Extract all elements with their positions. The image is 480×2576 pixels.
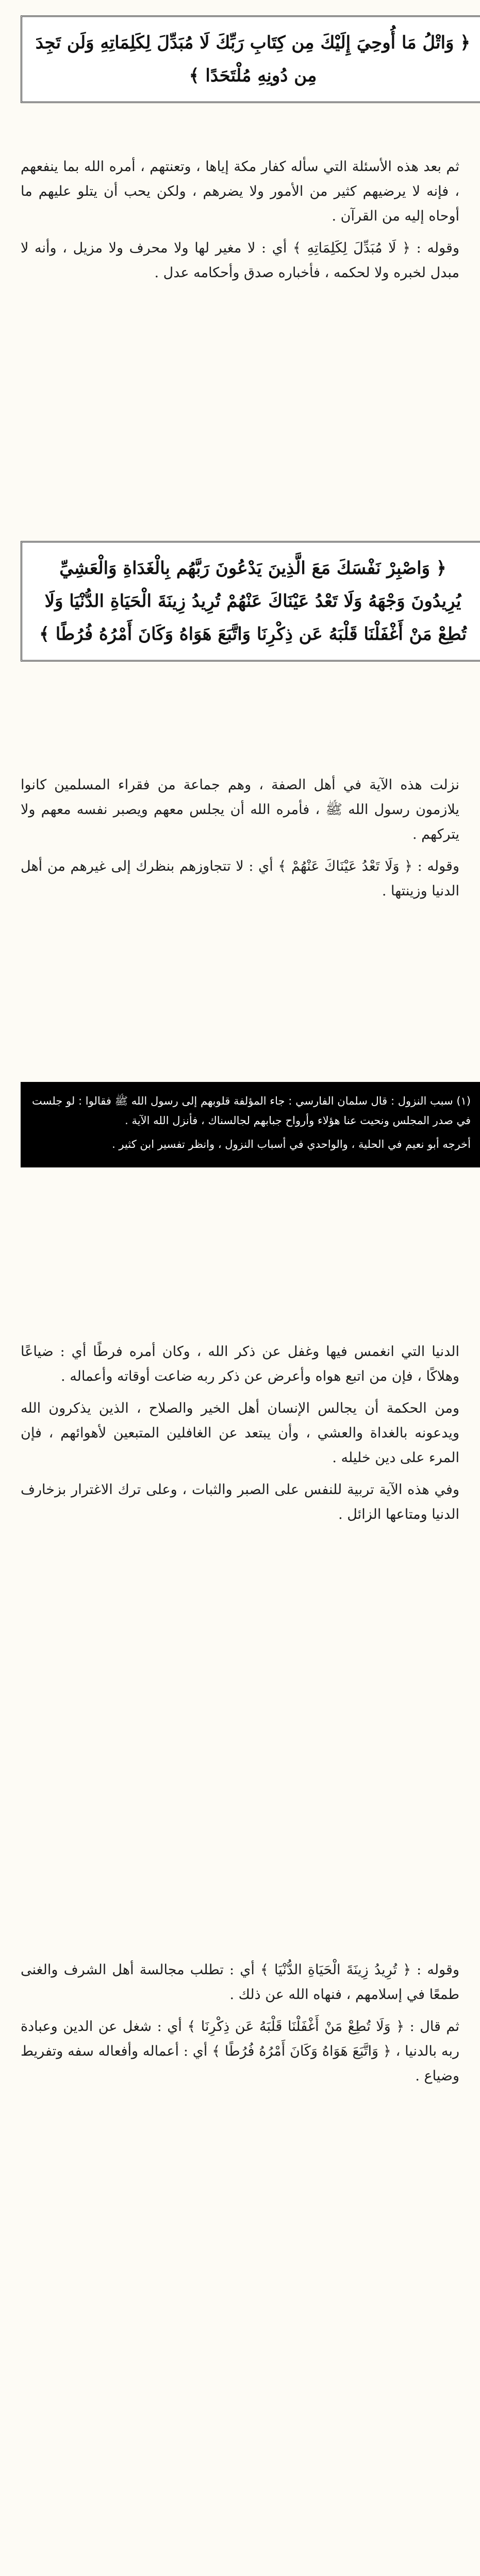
commentary-4 — [21, 1958, 459, 2096]
commentary-paragraph: ثم بعد هذه الأسئلة التي سأله كفار مكة إياها ، وتعنتهم ، أمره الله بما ينفعهم ، فإنه لا يرضيهم كثير من الأمور ولا يضرهم ، ولكن يحب أن يتلو عليهم ما أوحاه إليه من القرآن . — [21, 159, 459, 224]
commentary-1 — [21, 155, 459, 293]
commentary-paragraph: ثم قال : ﴿ وَلَا تُطِعْ مَنْ أَغْفَلْنَا قَلْبَهُ عَن ذِكْرِنَا ﴾ أي : شغل عن الدين وعبادة ربه بالدنيا ، ﴿ وَاتَّبَعَ هَوَاهُ وَكَانَ أَمْرُهُ فُرُطًا ﴾ أي : أعماله وأفعاله سفه وتفريط وضياع . — [21, 2019, 459, 2084]
commentary-paragraph: وقوله : ﴿ وَلَا تَعْدُ عَيْنَاكَ عَنْهُمْ ﴾ أي : لا تتجاوزهم بنظرك إلى غيرهم من أهل الدنيا وزينتها . — [21, 858, 459, 899]
commentary-paragraph: ومن الحكمة أن يجالس الإنسان أهل الخير والصلاح ، الذين يذكرون الله ويدعونه بالغداة والعشي ، وأن يبتعد عن الغافلين المتبعين لأهوائهم ، فإن المرء على دين خليله . — [21, 1400, 459, 1466]
commentary-2 — [21, 773, 459, 911]
verse-top — [21, 15, 480, 103]
footnote-text: أخرجه أبو نعيم في الحلية ، والواحدي في أسباب النزول ، وانظر تفسير ابن كثير . — [112, 1138, 471, 1150]
commentary-paragraph: وقوله : ﴿ لَا مُبَدِّلَ لِكَلِمَاتِهِ ﴾ أي : لا مغير لها ولا محرف ولا مزيل ، وأنه لا مبدل لخبره ولا لحكمه ، فأخباره صدق وأحكامه عدل . — [21, 240, 459, 281]
commentary-paragraph: الدنيا التي انغمس فيها وغفل عن ذكر الله ، وكان أمره فرطًا أي : ضياعًا وهلاكًا ، فإن من اتبع هواه وأعرض عن ذكر ربه ضاعت أوقاته وأعماله . — [21, 1344, 459, 1384]
footnote-text: (١) سبب النزول : قال سلمان الفارسي : جاء المؤلفة قلوبهم إلى رسول الله ﷺ فقالوا : لو جلست في صدر المجلس ونحيت عنا هؤلاء وأرواح جبابهم لجالسناك ، فأنزل الله الآية . — [32, 1095, 471, 1127]
commentary-paragraph: وفي هذه الآية تربية للنفس على الصبر والثبات ، وعلى ترك الاغترار بزخارف الدنيا ومتاعها الزائل . — [21, 1482, 459, 1522]
verse-kahf-28 — [21, 541, 480, 662]
verse-top-text: ﴿ وَاتْلُ مَا أُوحِيَ إِلَيْكَ مِن كِتَابِ رَبِّكَ لَا مُبَدِّلَ لِكَلِمَاتِهِ وَلَن تَجِدَ مِن دُونِهِ مُلْتَحَدًا ﴾ — [35, 32, 471, 86]
commentary-paragraph: نزلت هذه الآية في أهل الصفة ، وهم جماعة من فقراء المسلمين كانوا يلازمون رسول الله ﷺ ، فأمره الله أن يجلس معهم ويصبر نفسه معهم ولا يتركهم . — [21, 777, 459, 842]
footnote-box-1 — [21, 1082, 480, 1167]
commentary-paragraph: وقوله : ﴿ تُرِيدُ زِينَةَ الْحَيَاةِ الدُّنْيَا ﴾ أي : تطلب مجالسة أهل الشرف والغنى طمعًا في إسلامهم ، فنهاه الله عن ذلك . — [21, 1962, 459, 2003]
verse-kahf-28-text: ﴿ وَاصْبِرْ نَفْسَكَ مَعَ الَّذِينَ يَدْعُونَ رَبَّهُم بِالْغَدَاةِ وَالْعَشِيِّ يُرِيدُونَ وَجْهَهُ وَلَا تَعْدُ عَيْنَاكَ عَنْهُمْ تُرِيدُ زِينَةَ الْحَيَاةِ الدُّنْيَا وَلَا تُطِعْ مَنْ أَغْفَلْنَا قَلْبَهُ عَن ذِكْرِنَا وَاتَّبَعَ هَوَاهُ وَكَانَ أَمْرُهُ فُرُطًا ﴾ — [39, 558, 467, 645]
commentary-3 — [21, 1340, 459, 1534]
